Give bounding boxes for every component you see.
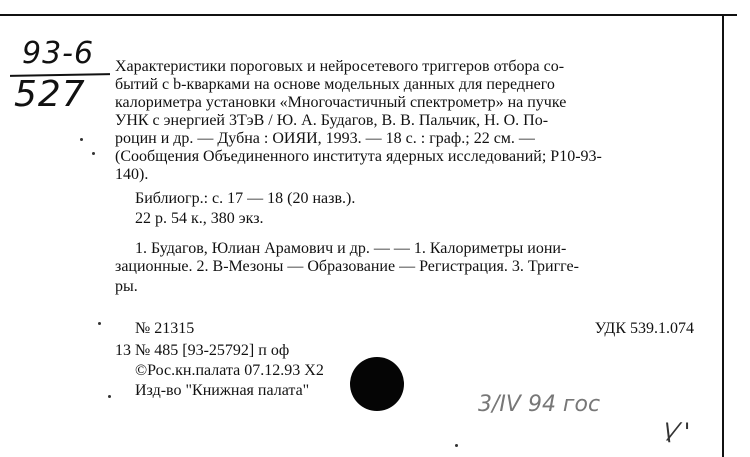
price-and-copies: 22 р. 54 к., 380 экз. xyxy=(135,210,264,227)
record-line: бытий с b-кварками на основе модельных данных для переднего xyxy=(115,76,555,93)
record-line: 140). xyxy=(115,166,149,183)
card-top-border xyxy=(0,14,737,16)
subject-line: 1. Будагов, Юлиан Арамович и др. — — 1. Калориметры иони- xyxy=(135,240,567,257)
speck xyxy=(108,395,111,398)
handwritten-call-number-bottom: 527 xyxy=(14,74,86,115)
copyright-line: ©Рос.кн.палата 07.12.93 X2 xyxy=(135,362,324,379)
card-right-border xyxy=(722,14,724,457)
publisher-line: Изд-во "Книжная палата" xyxy=(135,382,310,399)
pencil-note: 3/IV 94 гос xyxy=(478,392,601,417)
speck xyxy=(98,322,101,325)
corner-pencil-mark: \⁄ ' xyxy=(664,418,691,446)
record-line: УНК с энергией 3ТэВ / Ю. А. Будагов, В. В. Пальчик, Н. О. По- xyxy=(115,112,549,129)
record-number: № 21315 xyxy=(135,320,195,337)
speck xyxy=(80,138,83,141)
speck xyxy=(455,444,458,447)
ink-blot xyxy=(350,357,404,411)
record-line: (Сообщения Объединенного института ядерных исследований; Р10-93- xyxy=(115,148,602,165)
registration-line: 13 № 485 [93-25792] п оф xyxy=(115,342,290,359)
subject-line: ры. xyxy=(115,278,138,295)
record-line: роцин и др. — Дубна : ОИЯИ, 1993. — 18 с. : граф.; 22 см. — xyxy=(115,130,535,147)
record-line: Характеристики пороговых и нейросетевого триггеров отбора со- xyxy=(115,58,565,75)
handwritten-call-number-top: 93-6 xyxy=(22,36,95,71)
record-line: калориметра установки «Многочастичный спектрометр» на пучке xyxy=(115,94,567,111)
subject-line: зационные. 2. В-Мезоны — Образование — Регистрация. 3. Тригге- xyxy=(115,258,579,275)
bibliography-note: Библиогр.: с. 17 — 18 (20 назв.). xyxy=(135,190,356,207)
speck xyxy=(92,152,95,155)
udk-code: УДК 539.1.074 xyxy=(594,320,694,337)
